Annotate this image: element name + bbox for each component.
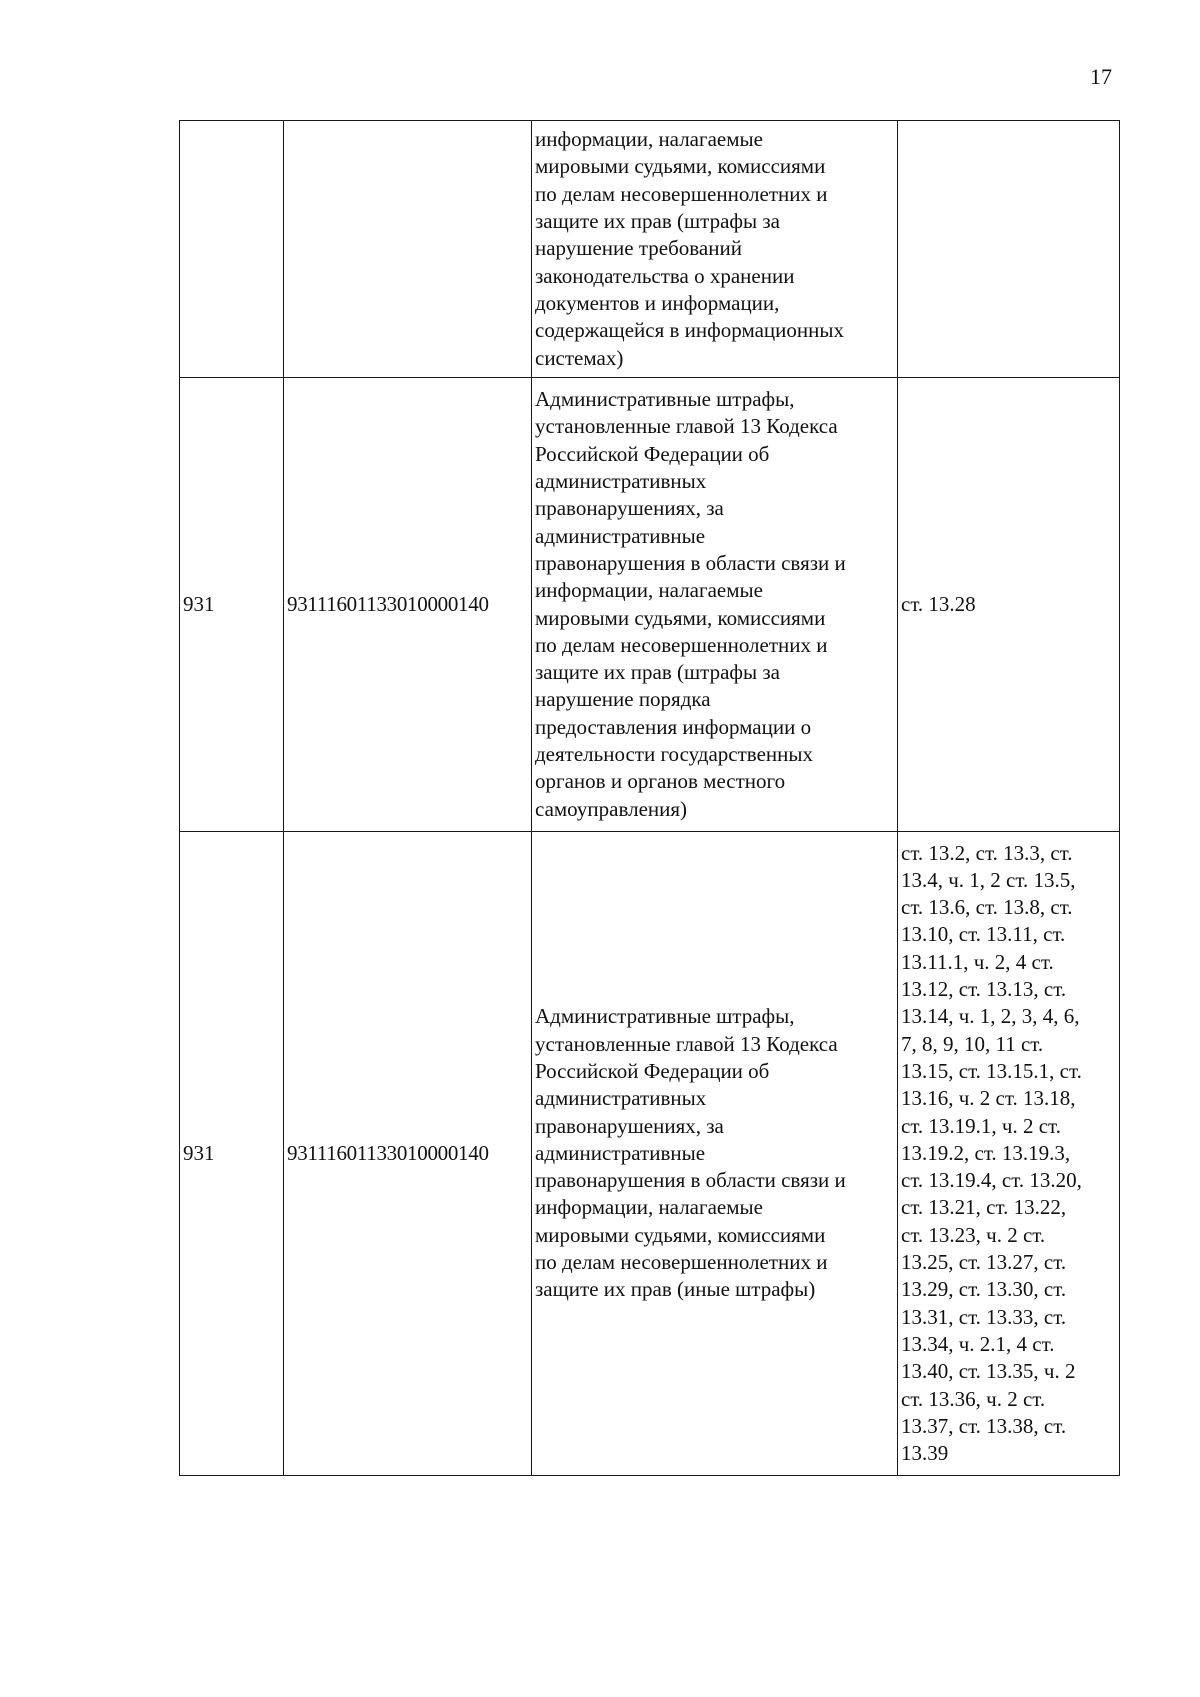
fines-table xyxy=(179,120,1120,1476)
admin-code-cell xyxy=(180,121,284,378)
table-row xyxy=(180,832,1120,1476)
description-cell: Административные штрафы, установленные главой 13 Кодекса Российской Федерации об административных правонарушениях, за административные правонарушения в области связи и информации, налагаемые мировыми судьями, комиссиями по делам несовершеннолетних и защите их прав (штрафы за нарушение порядка предоставления информации о деятельности государственных органов и органов местного самоуправления) xyxy=(532,378,898,832)
articles-cell: ст. 13.2, ст. 13.3, ст. 13.4, ч. 1, 2 ст. 13.5, ст. 13.6, ст. 13.8, ст. 13.10, ст. 13.11, ст. 13.11.1, ч. 2, 4 ст. 13.12, ст. 13.13, ст. 13.14, ч. 1, 2, 3, 4, 6, 7, 8, 9, 10, 11 ст. 13.15, ст. 13.15.1, ст. 13.16, ч. 2 ст. 13.18, ст. 13.19.1, ч. 2 ст. 13.19.2, ст. 13.19.3, ст. 13.19.4, ст. 13.20, ст. 13.21, ст. 13.22, ст. 13.23, ч. 2 ст. 13.25, ст. 13.27, ст. 13.29, ст. 13.30, ст. 13.31, ст. 13.33, ст. 13.34, ч. 2.1, 4 ст. 13.40, ст. 13.35, ч. 2 ст. 13.36, ч. 2 ст. 13.37, ст. 13.38, ст. 13.39 xyxy=(898,832,1120,1476)
articles-cell: ст. 13.28 xyxy=(898,378,1120,832)
kbk-code-cell: 93111601133010000140 xyxy=(284,832,532,1476)
table-row xyxy=(180,378,1120,832)
kbk-code-cell xyxy=(284,121,532,378)
table-row xyxy=(180,121,1120,378)
description-cell: информации, налагаемые мировыми судьями, комиссиями по делам несовершеннолетних и защите их прав (штрафы за нарушение требований законодательства о хранении документов и информации, содержащейся в информационных системах) xyxy=(532,121,898,378)
articles-cell xyxy=(898,121,1120,378)
kbk-code-cell: 93111601133010000140 xyxy=(284,378,532,832)
page-number: 17 xyxy=(1090,64,1112,89)
admin-code-cell: 931 xyxy=(180,832,284,1476)
admin-code-cell: 931 xyxy=(180,378,284,832)
description-cell: Административные штрафы, установленные главой 13 Кодекса Российской Федерации об административных правонарушениях, за административные правонарушения в области связи и информации, налагаемые мировыми судьями, комиссиями по делам несовершеннолетних и защите их прав (иные штрафы) xyxy=(532,832,898,1476)
